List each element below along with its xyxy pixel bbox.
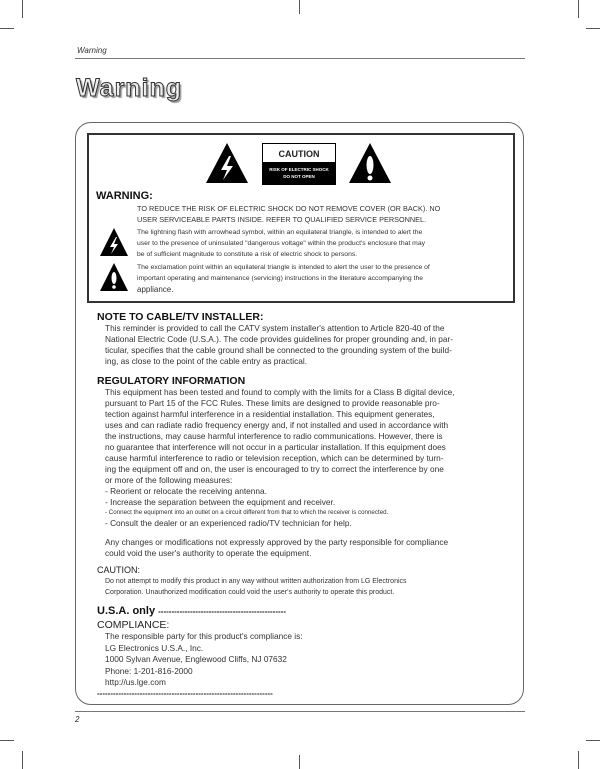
- caution-label: [262, 143, 336, 185]
- usa-heading: U.S.A. only ------------------------------------------------: [97, 605, 286, 617]
- caution-heading: CAUTION:: [97, 565, 141, 575]
- compliance-heading: COMPLIANCE:: [97, 619, 170, 631]
- page-title: Warning: [76, 74, 183, 102]
- warning-text: TO REDUCE THE RISK OF ELECTRIC SHOCK DO NOT REMOVE COVER (OR BACK). NO USER SERVICEABLE PARTS INSIDE. REFER TO QUALIFIED SERVICE PERSONNEL.: [137, 204, 441, 224]
- crop-mark: [22, 751, 23, 769]
- crop-mark: [0, 28, 14, 29]
- crop-mark: [578, 751, 579, 769]
- end-dashes: ------------------------------------------------------------------: [97, 688, 273, 698]
- footer-rule: [75, 711, 525, 712]
- crop-mark: [586, 740, 600, 741]
- exclamation-triangle-icon: [348, 142, 392, 184]
- lightning-triangle-icon: [99, 227, 129, 257]
- crop-mark: [299, 0, 300, 14]
- header-rule: [75, 58, 525, 59]
- caution-label-line: DO NOT OPEN: [283, 174, 315, 179]
- crop-mark: [586, 28, 600, 29]
- running-header: Warning: [77, 46, 107, 55]
- cable-text: This reminder is provided to call the CATV system installer's attention to Article 820-40 of the National Electric Code (U.S.A.). The code provides guidelines for proper grounding and, in par- ticular, specifies that the cable ground shall be connected to the grounding system of the build- ing, as close to the point of the cable entry as practical.: [105, 323, 454, 366]
- crop-mark: [578, 0, 579, 18]
- crop-mark: [299, 755, 300, 769]
- compliance-text: The responsible party for this product's compliance is: LG Electronics U.S.A., Inc. 1000 Sylvan Avenue, Englewood Cliffs, NJ 07632 Phone: 1-201-816-2000 http://us.lge.com: [105, 631, 303, 687]
- crop-mark: [0, 740, 14, 741]
- lightning-text: The lightning flash with arrowhead symbol, within an equilateral triangle, is intended to alert the user to the presence of uninsulated "dangerous voltage" within the product's enclosure that may be of sufficient magnitude to constitute a risk of electric shock to persons.: [137, 229, 425, 258]
- exclamation-triangle-icon: [99, 262, 129, 292]
- caution-text: Do not attempt to modify this product in any way without written authorization from LG Electronics Corporation. Unauthorized modification could void the user's authority to operate this product.: [105, 578, 407, 596]
- page-number: 2: [75, 715, 80, 724]
- crop-mark: [22, 0, 23, 18]
- caution-label-title: CAUTION: [278, 149, 320, 159]
- regulatory-heading: REGULATORY INFORMATION: [97, 375, 246, 387]
- caution-label-line: RISK OF ELECTRIC SHOCK: [269, 167, 329, 172]
- regulatory-text: This equipment has been tested and found to comply with the limits for a Class B digital device, pursuant to Part 15 of the FCC Rules. These limits are designed to provide reasonable pro- tection against harmful interference in a residential installation. This equipment generates, uses and can radiate radio frequency energy and, if not installed and used in accordance with the instructions, may cause harmful interference to radio communications. However, there is no guarantee that interference will not occur in a particular installation. If this equipment does cause harmful interference to radio or television reception, which can be determined by turn- ing the equipment off and on, the user is encouraged to try to correct the interference by one or more of the following measures: - Reorient or relocate the receiving antenna. - Increase the separation between the equipment and receiver. - Connect the equipment into an outlet on a circuit different from that to which the receiver is connected. - Consult the dealer or an experienced radio/TV technician for help. Any changes or modifications not expressly approved by the party responsible for compliance could void the user's authority to operate the equipment.: [105, 387, 455, 558]
- exclamation-text: The exclamation point within an equilateral triangle is intended to alert the user to the presence of important operating and maintenance (servicing) instructions in the literature accompanying the appliance.: [137, 264, 430, 294]
- cable-heading: NOTE TO CABLE/TV INSTALLER:: [97, 311, 264, 323]
- lightning-triangle-icon: [205, 142, 249, 184]
- body-text: [97, 311, 517, 698]
- warning-heading: WARNING:: [96, 190, 153, 202]
